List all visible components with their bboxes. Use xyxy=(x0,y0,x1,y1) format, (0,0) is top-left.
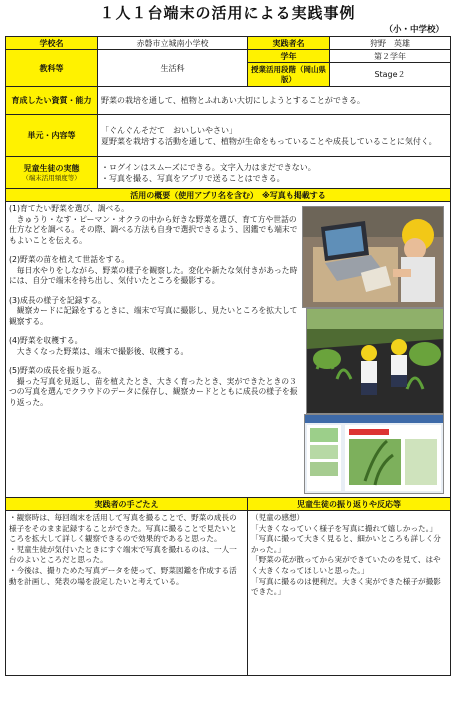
cloud-app-screenshot-photo xyxy=(304,414,444,494)
step-4-body: 大きくなった野菜は、端末で撮影後、収穫する。 xyxy=(9,346,189,356)
teacher-feedback-heading: 実践者の手ごたえ xyxy=(6,498,248,511)
student-reflection-body xyxy=(248,511,451,676)
step-3-head: (3)成長の様子を記録する。 xyxy=(9,295,106,305)
teacher-value: 狩野 英雄 xyxy=(330,37,451,50)
reflection-line: （児童の感想） xyxy=(251,513,305,522)
unit-label: 単元・内容等 xyxy=(6,115,98,157)
step-2-body: 毎日水やりをしながら、野菜の様子を観察した。変化や新たな気付きがあった時には、自分で端末を持ち出し、気付いたところを撮影する。 xyxy=(9,265,298,285)
unit-value xyxy=(98,115,451,157)
teacher-label: 実践者名 xyxy=(248,37,330,50)
step-2-head: (2)野菜の苗を植えて世話をする。 xyxy=(9,255,130,264)
overview-text xyxy=(9,204,299,417)
ability-label: 育成したい資質・能力 xyxy=(6,87,98,115)
state-label-sub: （端末活用頻度等） xyxy=(22,174,81,182)
step-1-body: きゅうり・なす・ピーマン・オクラの中から好きな野菜を選び、育て方や世話の仕方などを調べる。その際、調べる方法も自身で選択できるよう、図鑑でも端末でもよいことを伝える。 xyxy=(9,214,298,245)
unit-line-1: 「ぐんぐんそだて おいしいやさい」 xyxy=(101,125,237,135)
reflection-line: 「写真に撮るのは便利だ。大きく実ができた様子が撮影できた。」 xyxy=(251,576,441,597)
school-label: 学校名 xyxy=(6,37,98,50)
step-5-head: (5)野菜の成長を振り返る。 xyxy=(9,366,106,375)
step-4-head: (4)野菜を収穫する。 xyxy=(9,336,83,345)
school-level-tag: （小・中学校） xyxy=(384,25,444,35)
ability-value: 野菜の栽培を通して、植物とふれあい大切にしようとすることができる。 xyxy=(98,87,451,115)
step-3-body: 観察カードに記録をするときに、端末で写真に撮影し、見たいところを拡大して観察する。 xyxy=(9,306,298,326)
bottom-table xyxy=(5,497,451,676)
feedback-line: ・観察時は、毎回端末を活用して写真を撮ることで、野菜の成長の様子をそのまま記録することができた。写真に撮ることで見たいところを拡大して詳しく観察できるので効果的であると思った。 xyxy=(9,513,237,544)
overview-body xyxy=(6,202,451,498)
state-label xyxy=(6,157,98,189)
subject-value: 生活科 xyxy=(98,50,248,87)
overview-heading: 活用の概要（使用アプリ名を含む） ※写真も掲載する xyxy=(6,189,451,202)
subject-label: 教科等 xyxy=(6,50,98,87)
feedback-line: ・今後は、撮りためた写真データを使って、野菜図鑑を作成する活動を計画し、発表の場を設定したいと考えている。 xyxy=(9,565,237,586)
step-1-head: (1)育てたい野菜を選び、調べる。 xyxy=(9,204,129,213)
step-5-body: 撮った写真を見返し、苗を植えたとき、大きく育ったとき、実ができたときの３つの写真を選んでクラウドのデータに保存し、観察カードとともに成長の様子を振り返った。 xyxy=(9,376,298,407)
child-using-laptop-photo xyxy=(302,206,444,308)
stage-label: 授業活用段階（岡山県版） xyxy=(248,63,330,87)
page-title: １人１台端末の活用による実践事例 xyxy=(99,4,356,22)
state-label-main: 児童生徒の実態 xyxy=(23,164,80,173)
reflection-line: 「写真に撮って大きく見ると、細かいところも詳しく分かった。」 xyxy=(251,534,441,554)
school-value: 赤磐市立城南小学校 xyxy=(98,37,248,50)
stage-value: Stage２ xyxy=(330,63,451,87)
feedback-line: ・児童生徒が気付いたときにすぐ端末で写真を撮れるのは、一人一台のよいところだと思った。 xyxy=(9,544,237,565)
teacher-feedback-body xyxy=(6,511,248,676)
info-table xyxy=(5,36,451,498)
state-line-2: ・写真を撮る、写真をアプリで送ることはできる。 xyxy=(101,173,285,183)
state-value xyxy=(98,157,451,189)
state-line-1: ・ログインはスムーズにできる。文字入力はまだできない。 xyxy=(101,162,316,172)
reflection-line: 「野菜の花が散ってから実ができていたのを見て、はやく大きくなってほしいと思った。」 xyxy=(251,555,441,575)
reflection-line: 「大きくなっていく様子を写真に撮れて嬉しかった。」 xyxy=(251,523,438,533)
grade-label: 学年 xyxy=(248,50,330,63)
unit-line-2: 夏野菜を栽培する活動を通して、植物が生命をもっていることや成長していることに気付く。 xyxy=(101,136,437,146)
student-reflection-heading: 児童生徒の振り返りや反応等 xyxy=(248,498,451,511)
page xyxy=(5,0,450,676)
children-in-garden-photo xyxy=(306,308,444,414)
grade-value: 第２学年 xyxy=(330,50,451,63)
